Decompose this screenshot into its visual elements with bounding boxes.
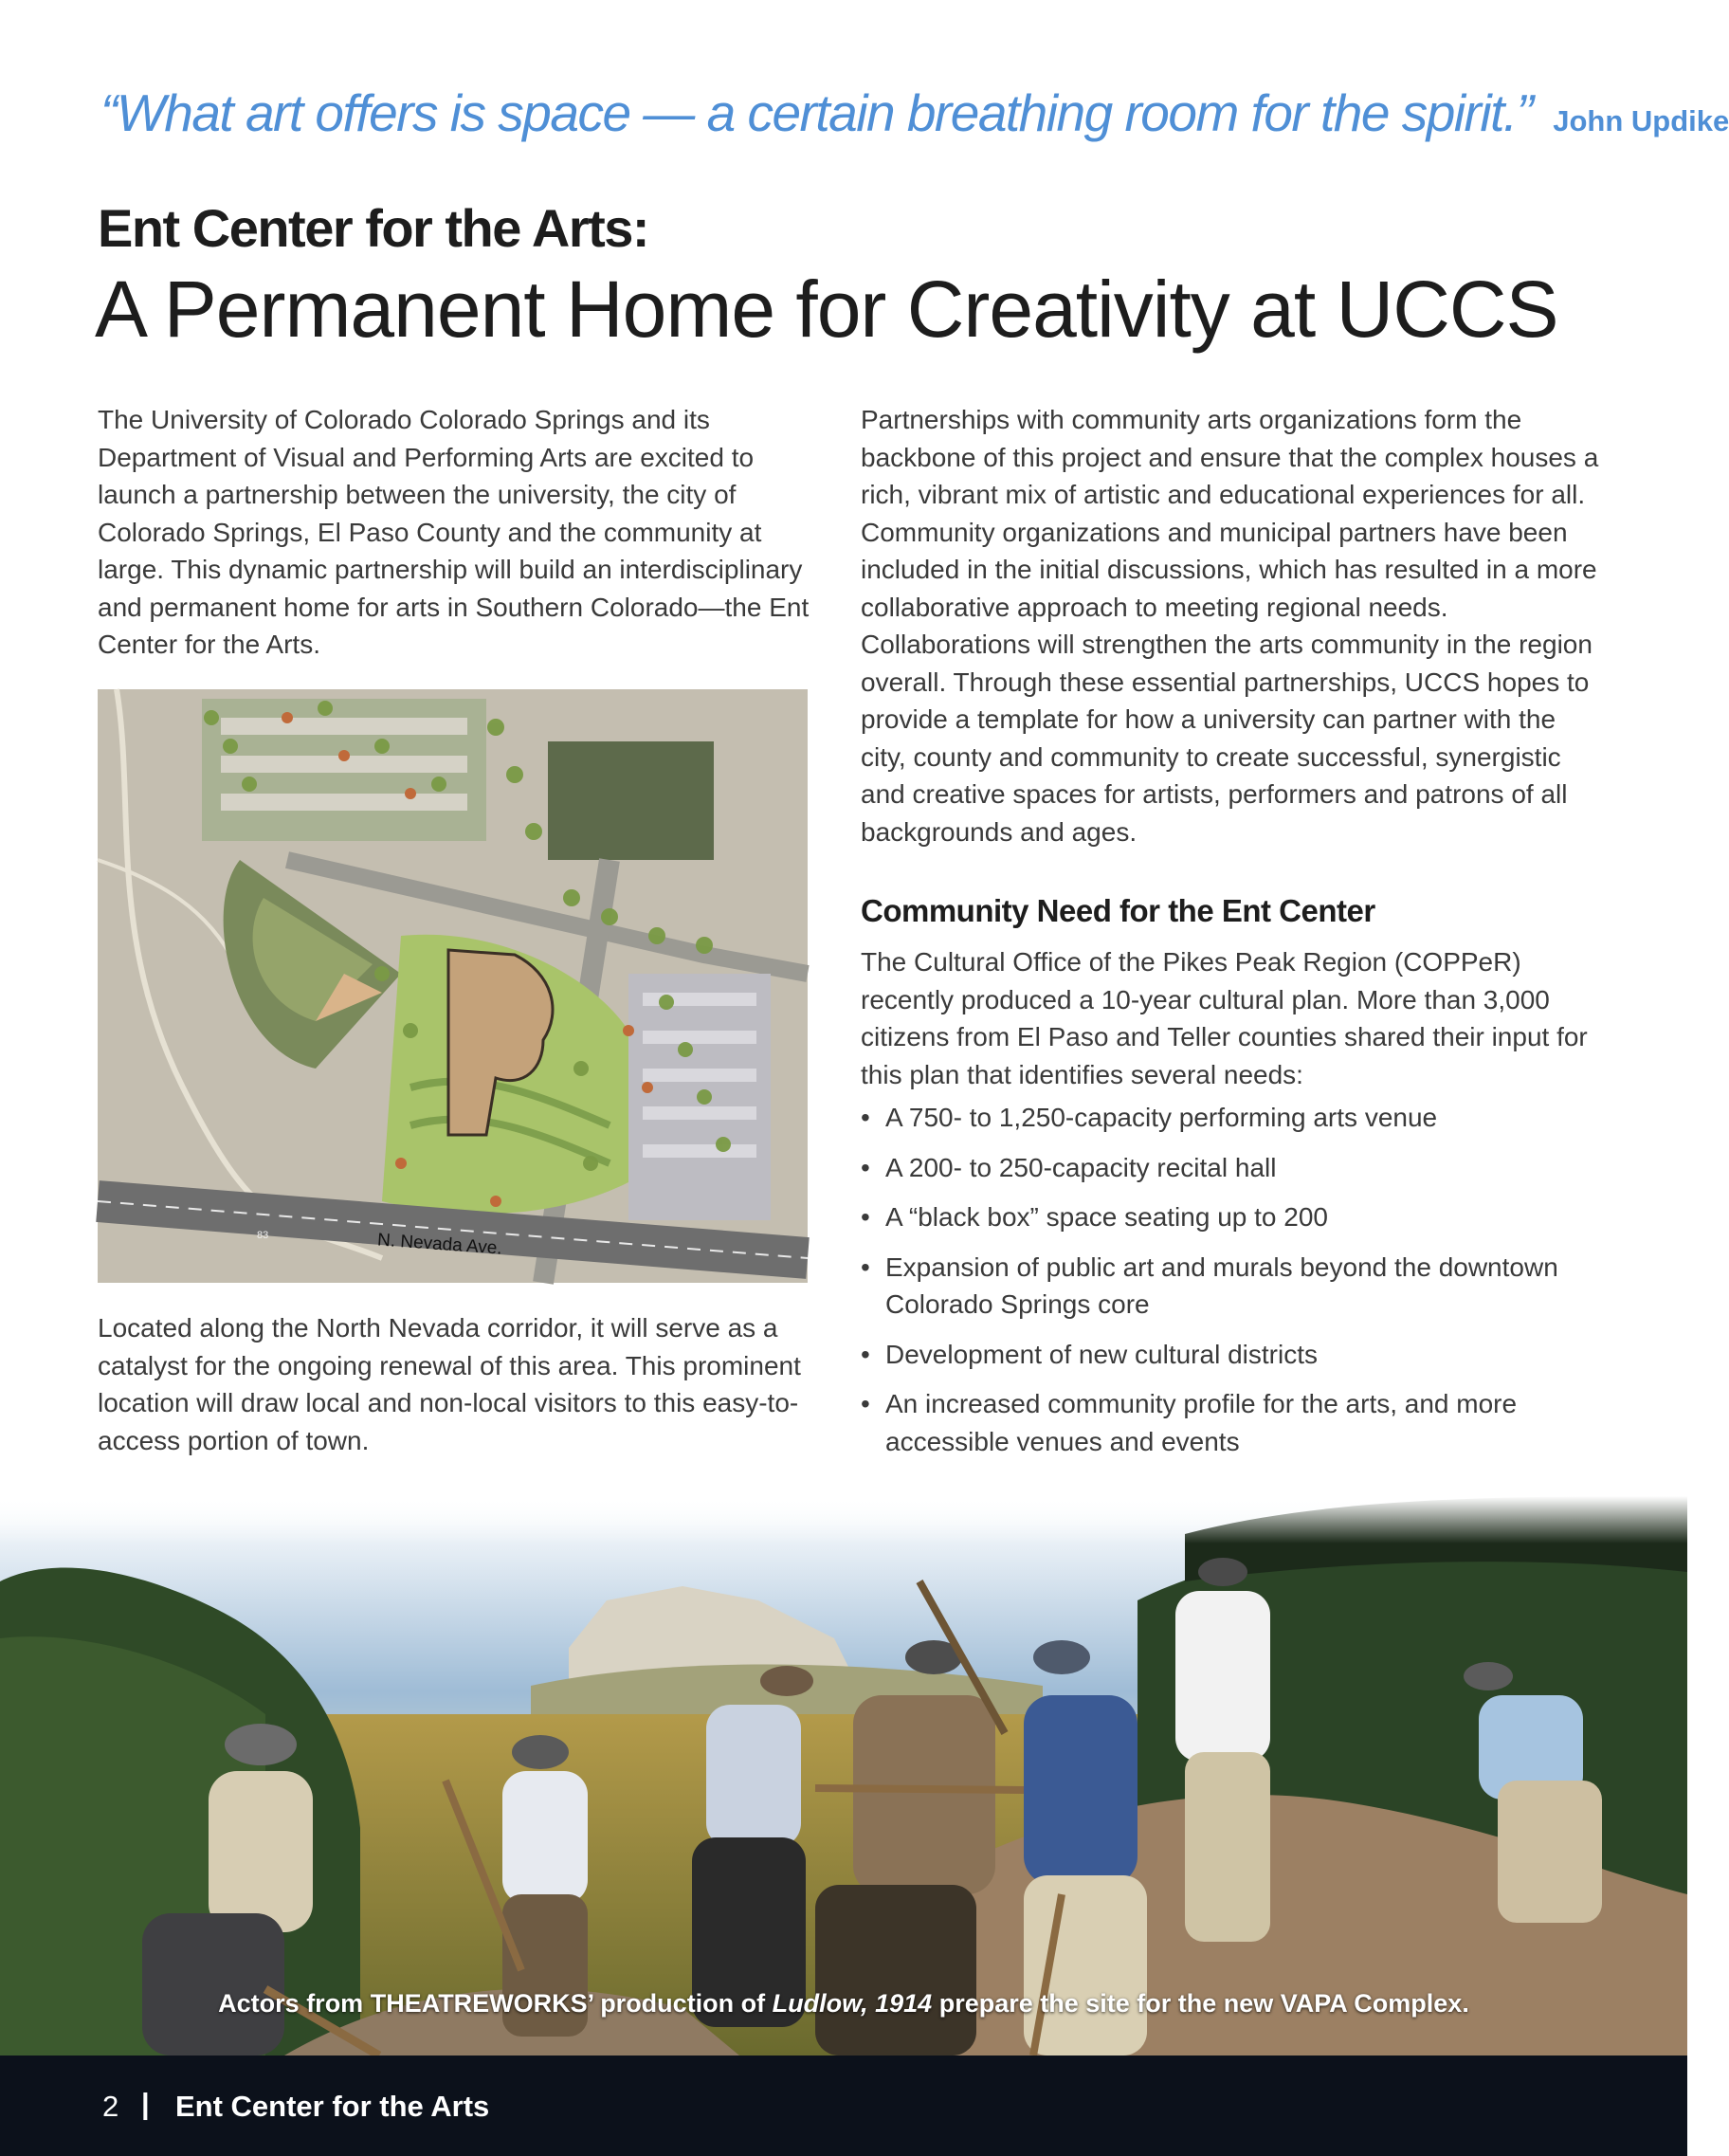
list-item: • A 750- to 1,250-capacity performing arts venue [861,1099,1600,1137]
highway-label: 83 [257,1230,269,1241]
site-plan-map [98,689,808,1283]
list-item: • An increased community profile for the arts, and more accessible venues and events [861,1385,1600,1460]
location-paragraph: Located along the North Nevada corridor, it will serve as a catalyst for the ongoing renewal of this area. This prominent location will draw local and non-local visitors to this easy-to-access portion of town. [98,1313,801,1455]
list-item: • A “black box” space seating up to 200 [861,1198,1600,1236]
page-kicker: Ent Center for the Arts: [98,198,649,258]
list-item: • A 200- to 250-capacity recital hall [861,1149,1600,1187]
photo-caption [0,1989,1687,2019]
pull-quote [100,78,1729,156]
actors-photo-image [0,1496,1687,2056]
caption-production-title: Ludlow, 1914 [772,1989,933,2018]
page-footer [0,2056,1687,2156]
list-item: • Expansion of public art and murals beyond the downtown Colorado Springs core [861,1249,1600,1324]
need-intro: The Cultural Office of the Pikes Peak Region (COPPeR) recently produced a 10-year cultural plan. More than 3,000 citizens from El Paso and Teller counties shared their input for this plan that identifies several needs: [861,947,1588,1089]
intro-column [98,401,828,664]
need-heading: Community Need for the Ent Center [861,893,1375,928]
street-label: N. Nevada Ave. [376,1230,503,1259]
needs-list [861,1099,1600,1460]
quote-author: John Updike [1553,104,1729,137]
right-column [861,401,1600,1472]
caption-tail: prepare the site for the new VAPA Complex. [932,1989,1469,2018]
location-column [98,1309,828,1459]
intro-paragraph: The University of Colorado Colorado Springs and its Department of Visual and Performing Arts are excited to launch a partnership between the university, the city of Colorado Springs, El Paso County and the community at large. This dynamic partnership will build an interdisciplinary and permanent home for arts in Southern Colorado—the Ent Center for the Arts. [98,405,810,659]
list-item: • Development of new cultural districts [861,1336,1600,1374]
footer-section-name: Ent Center for the Arts [175,2090,490,2123]
page-title: A Permanent Home for Creativity at UCCS [95,265,1558,354]
partnerships-paragraph: Partnerships with community arts organizations form the backbone of this project and ensure that the complex houses a rich, vibrant mix of artistic and educational experiences for all. Community organizations and municipal partners have been included in the initial discussions, which has resulted in a more collaborative approach to meeting regional needs. Collaborations will strengthen the arts community in the region overall. Through these essential partnerships, UCCS hopes to provide a template for how a university can partner with the city, county and community to create successful, synergistic and creative spaces for artists, performers and patrons of all backgrounds and ages. [861,405,1599,847]
page-number: 2 [102,2090,119,2123]
quote-text: “What art offers is space — a certain breathing room for the spirit.” [100,83,1533,142]
site-plan-image [98,689,808,1283]
actors-photo [0,1496,1687,2056]
footer-separator: | [141,2087,150,2120]
caption-lead: Actors from THEATREWORKS’ production of [218,1989,773,2018]
